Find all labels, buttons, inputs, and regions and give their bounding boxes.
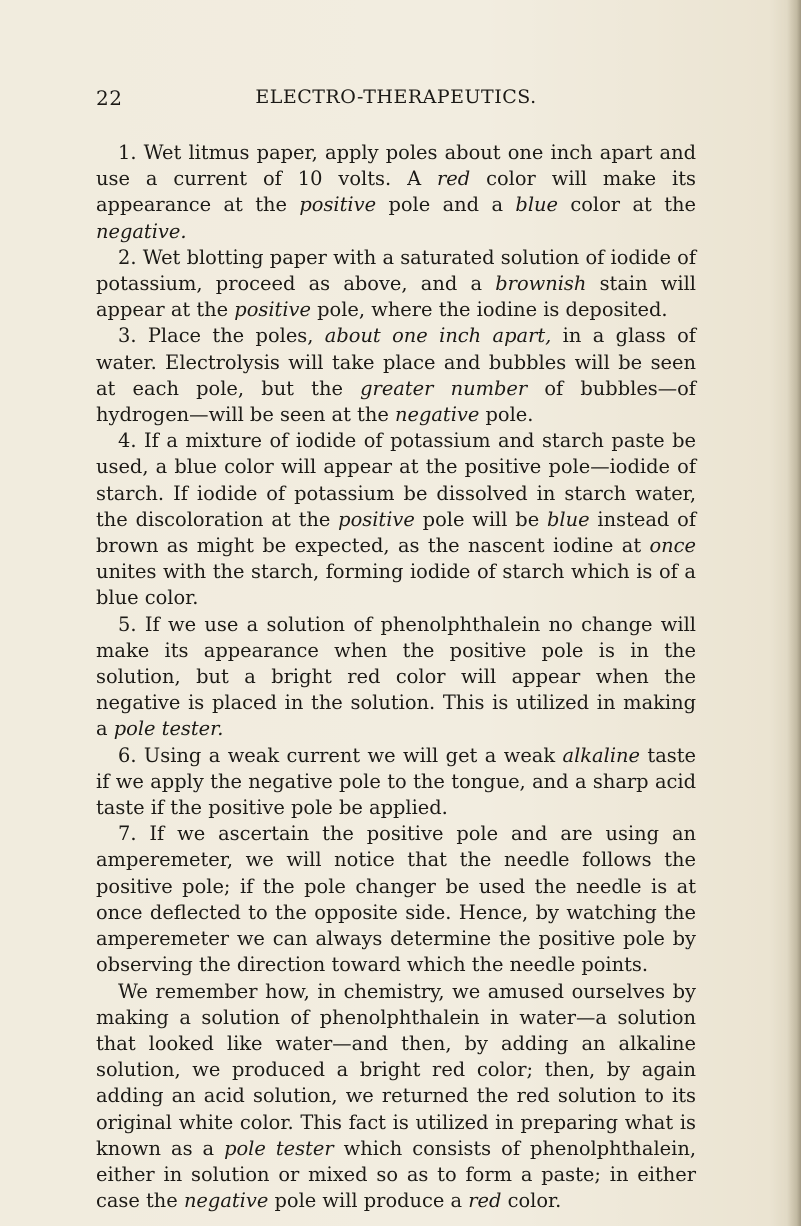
italic-text: brownish bbox=[495, 272, 587, 296]
italic-text: greater number bbox=[360, 376, 528, 400]
italic-text: negative. bbox=[96, 219, 187, 243]
body-text bbox=[96, 140, 696, 1214]
text-run: pole, where the iodine is deposited. bbox=[310, 298, 668, 322]
italic-text: alkaline bbox=[562, 743, 640, 767]
text-run: which consists of phenolphthalein, either in solution or mixed so as to form a paste; in either case the bbox=[96, 1136, 697, 1213]
text-run: pole and a bbox=[376, 193, 516, 217]
paragraph bbox=[96, 428, 696, 611]
text-run: of bubbles—of hydrogen—will be seen at the bbox=[96, 376, 696, 427]
page-number: 22 bbox=[96, 86, 123, 110]
text-run: 6. Using a weak current we will get a weak bbox=[118, 743, 563, 767]
paragraph bbox=[96, 821, 696, 978]
italic-text: red bbox=[468, 1189, 502, 1213]
italic-text: pole tester bbox=[224, 1136, 334, 1160]
text-run: color. bbox=[501, 1189, 562, 1213]
paragraph bbox=[96, 979, 696, 1215]
italic-text: positive bbox=[234, 298, 311, 322]
italic-text: about one inch apart, bbox=[324, 324, 552, 348]
page-edge-shadow bbox=[787, 0, 801, 1226]
text-run: 4. If a mixture of iodide of potassium and starch paste be used, a blue color will appear at the positive pole—iodide of starch. If iodide of potassium be dissolved in starch water, the discoloration at the bbox=[96, 429, 696, 531]
text-run: We remember how, in chemistry, we amused ourselves by making a solution of phenolphthalein in water—a solution that looked like water—and then, by adding an alkaline solution, we produced a bright red color; then, by again adding an acid solution, we returned the red solution to its original white color. This fact is utilized in preparing what is known as a bbox=[96, 979, 696, 1160]
paragraph bbox=[96, 612, 696, 743]
text-run: stain will appear at the bbox=[96, 272, 696, 322]
italic-text: once bbox=[649, 534, 696, 558]
text-run: instead of brown as might be expected, as the nascent iodine at bbox=[96, 507, 696, 558]
paragraph bbox=[96, 140, 696, 245]
text-run: pole. bbox=[479, 403, 534, 427]
text-run: color will make its appearance at the bbox=[96, 167, 696, 217]
text-run: unites with the starch, forming iodide of starch which is of a blue color. bbox=[96, 560, 696, 610]
italic-text: negative bbox=[183, 1189, 269, 1213]
italic-text: positive bbox=[338, 507, 415, 531]
text-run: in a glass of water. Electrolysis will take place and bubbles will be seen at each pole, but the bbox=[96, 324, 696, 400]
paragraph bbox=[96, 743, 696, 822]
italic-text: positive bbox=[299, 193, 377, 217]
italic-text: red bbox=[437, 167, 471, 191]
text-run: color at the bbox=[558, 193, 696, 217]
text-run: 1. Wet litmus paper, apply poles about one inch apart and use a current of 10 volts. A bbox=[96, 141, 696, 191]
text-run: pole will be bbox=[414, 507, 548, 531]
running-head: ELECTRO-THERAPEUTICS. bbox=[255, 86, 537, 108]
italic-text: blue bbox=[515, 193, 558, 217]
text-run: 5. If we use a solution of phenolphthalein no change will make its appearance when the positive pole is in the solution, but a bright red color will appear when the negative is placed in the solution. This is utilized in making a bbox=[96, 612, 696, 741]
text-run: 7. If we ascertain the positive pole and are using an amperemeter, we will notice that the needle follows the positive pole; if the pole changer be used the needle is at once deflected to the opposite side. Hence, by watching the amperemeter we can always determine the positive pole by observing the direction toward which the needle points. bbox=[96, 822, 696, 977]
text-run: 3. Place the poles, bbox=[118, 324, 325, 348]
italic-text: negative bbox=[394, 403, 480, 427]
text-run: pole will produce a bbox=[268, 1189, 469, 1213]
text-run: taste if we apply the negative pole to the tongue, and a sharp acid taste if the positive pole be applied. bbox=[96, 743, 696, 820]
paragraph bbox=[96, 323, 696, 428]
page-header bbox=[96, 86, 696, 116]
italic-text: pole tester. bbox=[113, 717, 224, 741]
italic-text: blue bbox=[547, 507, 590, 531]
text-run: 2. Wet blotting paper with a saturated solution of iodide of potassium, proceed as above, and a bbox=[96, 245, 696, 296]
paragraph bbox=[96, 245, 696, 324]
